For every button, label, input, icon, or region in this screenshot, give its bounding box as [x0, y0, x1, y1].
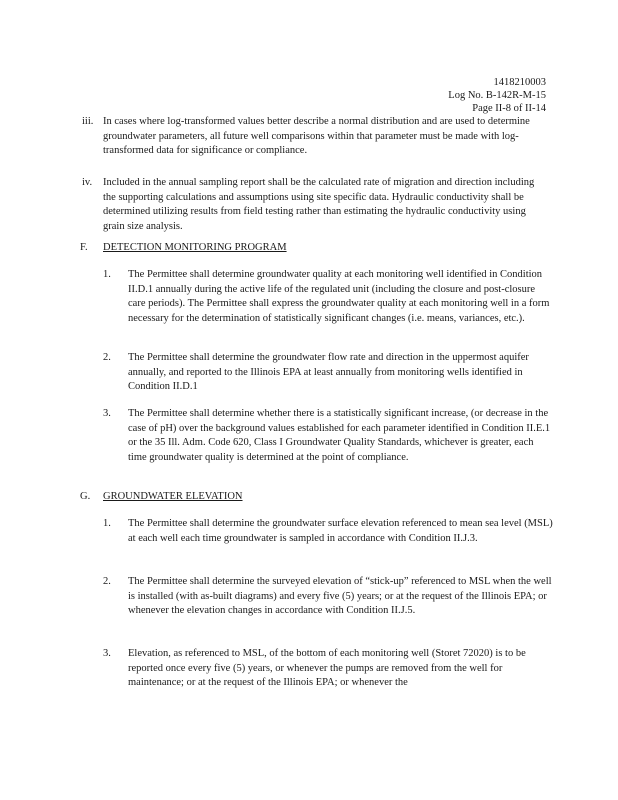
item-number-f2: 2. [103, 352, 111, 363]
section-letter: F. [80, 242, 88, 253]
item-text-iv: Included in the annual sampling report shall be the calculated rate of migration and direction including the supporting calculations and assumptions using site specific data. Hydraulic conductivity shall be determined utilizing results from field testing rather than estimating the hydraulic conductivity using grain size analysis. [103, 177, 535, 232]
page-number: Page II-8 of II-14 [472, 103, 546, 114]
item-text-g3: Elevation, as referenced to MSL, of the bottom of each monitoring well (Storet 72020) is to be reported once every five (5) years, or whenever the pumps are removed from the well for maintenance; or at the request of the Illinois EPA; or whenever the [128, 648, 526, 688]
item-number-f1: 1. [103, 269, 111, 280]
section-title: GROUNDWATER ELEVATION [103, 491, 243, 502]
section-letter: G. [80, 491, 91, 502]
item-text-g2: The Permittee shall determine the surveyed elevation of “stick-up” referenced to MSL when the well is installed (with as-built diagrams) and every five (5) years; or at the request of the Illinois EPA; or whenever the elevation changes in accordance with Condition II.J.5. [128, 576, 552, 616]
item-text-f1: The Permittee shall determine groundwater quality at each monitoring well identified in Condition II.D.1 annually during the active life of the regulated unit (including the closure and post-closure care periods). The Permittee shall express the groundwater quality at each monitoring well in a form necessary for the determination of statistically significant changes (i.e. means, variances, etc.). [128, 269, 550, 324]
page-header [448, 76, 546, 115]
document-id: 1418210003 [493, 77, 546, 88]
item-text-f2: The Permittee shall determine the groundwater flow rate and direction in the uppermost aquifer annually, and reported to the Illinois EPA at least annually from monitoring wells identified in Condition II.D.1 [128, 352, 529, 392]
item-number-f3: 3. [103, 408, 111, 419]
item-text-f3: The Permittee shall determine whether there is a statistically significant increase, (or decrease in the case of pH) over the background values established for each parameter identified in Condition II.E.1 or the 35 Ill. Adm. Code 620, Class I Groundwater Quality Standards, whichever is greater, each time groundwater quality is determined at the point of compliance. [128, 408, 551, 463]
item-number-g1: 1. [103, 518, 111, 529]
log-number: Log No. B-142R-M-15 [448, 90, 546, 101]
item-number-g2: 2. [103, 576, 111, 587]
item-text-iii: In cases where log-transformed values better describe a normal distribution and are used to determine groundwater parameters, all future well comparisons within that parameter must be made with log-transformed data for significance or compliance. [103, 116, 530, 156]
section-title: DETECTION MONITORING PROGRAM [103, 242, 287, 253]
item-number-g3: 3. [103, 648, 111, 659]
item-text-g1: The Permittee shall determine the groundwater surface elevation referenced to mean sea level (MSL) at each well each time groundwater is sampled in accordance with Condition II.J.3. [128, 518, 553, 544]
item-marker-iii: iii. [82, 116, 94, 127]
item-marker-iv: iv. [82, 177, 93, 188]
